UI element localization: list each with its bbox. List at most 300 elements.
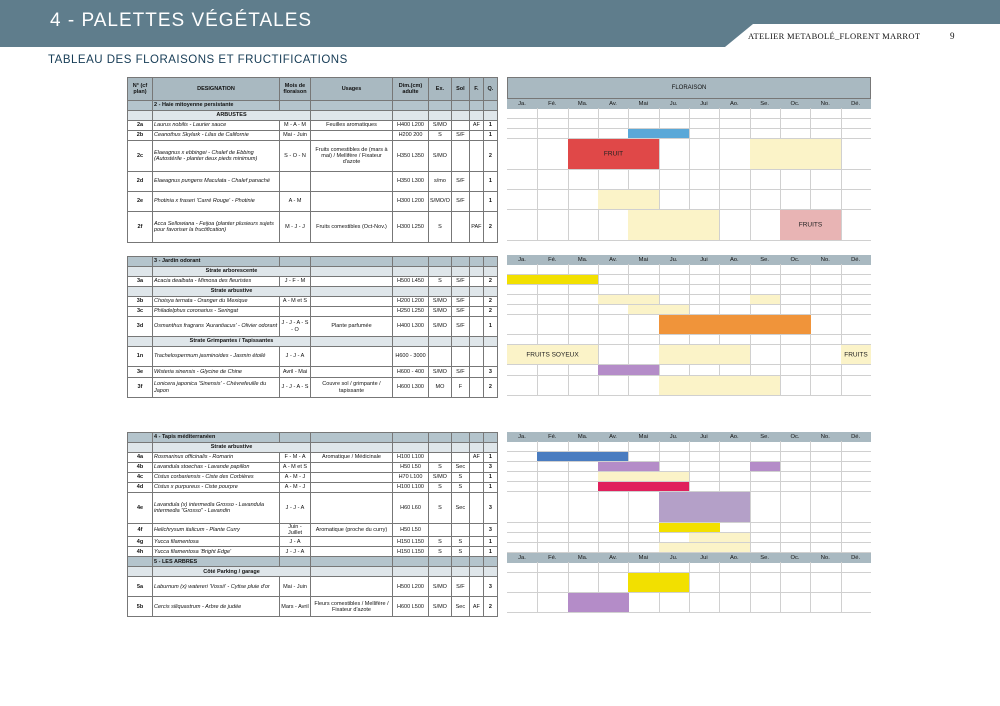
grid-line <box>841 572 842 592</box>
plant-f: AF <box>469 121 483 131</box>
flowering-bar <box>659 543 750 552</box>
grid-line <box>689 592 690 612</box>
subsection-empty-cell <box>483 267 497 277</box>
grid-line <box>659 274 660 284</box>
plant-designation: Rosmarinus officinalis - Romarin <box>153 453 280 463</box>
plant-q: 1 <box>483 192 497 212</box>
plant-f: AF <box>469 453 483 463</box>
subsection-empty-cell <box>429 111 452 121</box>
plant-designation: Ceanothus Skylark - Lilas de Californie <box>153 131 280 141</box>
plant-mois: A - M et S <box>280 297 311 307</box>
plant-num: 3c <box>128 307 153 317</box>
grid-line <box>537 209 538 240</box>
section-subtitle: TABLEAU DES FLORAISONS ET FRUCTIFICATIONS <box>48 54 348 66</box>
grid-line <box>810 344 811 364</box>
grid-line <box>537 284 538 294</box>
grid-line <box>689 334 690 344</box>
section-empty-cell <box>469 257 483 267</box>
grid-line <box>568 334 569 344</box>
grid-line <box>841 441 842 451</box>
plant-mois: Mai - Juin <box>280 577 311 597</box>
plant-sol <box>451 347 469 367</box>
grid-line <box>598 375 599 395</box>
grid-line <box>841 169 842 189</box>
plant-mois: J - A <box>280 537 311 547</box>
plant-f: AF <box>469 597 483 617</box>
grid-line <box>537 491 538 522</box>
grid-line <box>750 169 751 189</box>
plant-ex: s/mo <box>429 172 452 192</box>
grid-line <box>750 344 751 364</box>
grid-line <box>841 189 842 209</box>
plant-designation: Cistus x purpureus - Ciste pourpre <box>153 483 280 493</box>
month-label: Dé. <box>851 434 861 440</box>
grid-line <box>659 451 660 461</box>
plant-mois: A - M - J <box>280 483 311 493</box>
plant-mois: J - J - A - S <box>280 378 311 398</box>
grid-line <box>628 108 629 118</box>
plant-num: 3b <box>128 297 153 307</box>
subsection-empty-cell <box>311 443 393 453</box>
month-label: Dé. <box>851 101 861 107</box>
grid-line <box>537 334 538 344</box>
grid-line <box>568 491 569 522</box>
flowering-bar <box>750 295 780 304</box>
grid-line <box>750 334 751 344</box>
subsection-num-cell <box>128 267 153 277</box>
plant-usages: Aromatique / Médicinale <box>311 453 393 463</box>
grid-line <box>719 562 720 572</box>
flowering-bar <box>537 452 628 461</box>
grid-line <box>659 284 660 294</box>
plant-mois: Juin - Juillet <box>280 524 311 537</box>
plant-f <box>469 577 483 597</box>
subsection-num-cell <box>128 443 153 453</box>
plant-q: 3 <box>483 577 497 597</box>
grid-line <box>568 294 569 304</box>
grid-line <box>780 542 781 552</box>
plant-ex: S/MO <box>429 473 452 483</box>
grid-line <box>841 138 842 169</box>
section-empty-cell <box>451 101 469 111</box>
grid-line <box>841 334 842 344</box>
subsection-empty-cell <box>451 443 469 453</box>
header-mois: Mois de floraison <box>280 78 311 101</box>
plant-designation: Yucca filamentosa <box>153 537 280 547</box>
plant-ex <box>429 524 452 537</box>
plant-usages <box>311 577 393 597</box>
grid-line <box>750 209 751 240</box>
subsection-num-cell <box>128 567 153 577</box>
grid-line <box>841 562 842 572</box>
grid-line <box>537 592 538 612</box>
bar-label: FRUITS SOYEUX <box>526 351 579 358</box>
plant-q: 2 <box>483 212 497 243</box>
grid-line <box>659 364 660 375</box>
plant-dim: H600 - 3000 <box>393 347 429 367</box>
plant-dim: H200 200 <box>393 131 429 141</box>
grid-line <box>719 128 720 138</box>
plant-sol: S/F <box>451 577 469 597</box>
plant-num: 2b <box>128 131 153 141</box>
plant-f <box>469 378 483 398</box>
grid-line <box>689 441 690 451</box>
grid-line <box>689 481 690 491</box>
grid-line <box>810 572 811 592</box>
subsection-row <box>128 443 498 453</box>
subsection-empty-cell <box>393 267 429 277</box>
plant-designation: Elaeagnus pungens Maculata - Chalef panaché <box>153 172 280 192</box>
plant-f <box>469 317 483 337</box>
section-empty-cell <box>393 257 429 267</box>
grid-line <box>810 189 811 209</box>
plant-f <box>469 367 483 378</box>
plant-usages <box>311 307 393 317</box>
grid-line <box>568 522 569 532</box>
plant-sol <box>451 212 469 243</box>
grid-line <box>598 532 599 542</box>
grid-line <box>810 532 811 542</box>
grid-line <box>628 169 629 189</box>
plant-sol: S/F <box>451 297 469 307</box>
section-empty-cell <box>483 557 497 567</box>
flowering-bar <box>598 472 689 481</box>
grid-line <box>810 128 811 138</box>
plant-f <box>469 277 483 287</box>
month-label: Jui <box>700 257 708 263</box>
section-name: 3 - Jardin odorant <box>153 257 280 267</box>
grid-line <box>750 562 751 572</box>
plant-q: 1 <box>483 537 497 547</box>
plant-dim: H500 L200 <box>393 577 429 597</box>
grid-line <box>810 441 811 451</box>
month-label: Jui <box>700 434 708 440</box>
plant-dim: H150 L150 <box>393 547 429 557</box>
plant-num: 2e <box>128 192 153 212</box>
grid-line <box>750 284 751 294</box>
plant-num: 3d <box>128 317 153 337</box>
table-row <box>128 297 498 307</box>
grid-line <box>537 542 538 552</box>
grid-line <box>750 522 751 532</box>
month-label: Oc. <box>790 257 800 263</box>
section-row <box>128 433 498 443</box>
grid-line <box>628 522 629 532</box>
grid-line <box>507 612 871 613</box>
grid-line <box>810 461 811 471</box>
grid-line <box>810 264 811 274</box>
table-row <box>128 277 498 287</box>
grid-line <box>598 209 599 240</box>
month-label: Jui <box>700 555 708 561</box>
month-label: Ao. <box>729 434 739 440</box>
grid-line <box>568 562 569 572</box>
plant-dim: H70 L100 <box>393 473 429 483</box>
plant-mois: S - O - N <box>280 141 311 172</box>
plant-dim: H350 L300 <box>393 172 429 192</box>
grid-line <box>689 118 690 128</box>
flowering-bar <box>507 345 598 364</box>
plant-q: 2 <box>483 277 497 287</box>
grid-line <box>628 441 629 451</box>
month-label: Se. <box>760 555 769 561</box>
header-usages: Usages <box>311 78 393 101</box>
plant-q: 2 <box>483 378 497 398</box>
plant-f <box>469 172 483 192</box>
grid-line <box>750 481 751 491</box>
grid-line <box>537 481 538 491</box>
section-num-cell <box>128 257 153 267</box>
flowering-bar <box>750 462 780 471</box>
grid-line <box>780 284 781 294</box>
flowering-bar <box>659 523 720 532</box>
grid-line <box>659 138 660 169</box>
plant-dim: H50 L50 <box>393 463 429 473</box>
grid-line <box>659 189 660 209</box>
subsection-empty-cell <box>469 567 483 577</box>
plant-sol: S/F <box>451 317 469 337</box>
grid-line <box>810 118 811 128</box>
table-row <box>128 131 498 141</box>
grid-line <box>537 471 538 481</box>
month-label: Mai <box>638 434 648 440</box>
plant-designation: Photinia x fraseri 'Carré Rouge' - Photinie <box>153 192 280 212</box>
plant-num: 4f <box>128 524 153 537</box>
section-empty-cell <box>429 557 452 567</box>
grid-line <box>719 461 720 471</box>
plant-dim: H200 L200 <box>393 297 429 307</box>
grid-line <box>841 118 842 128</box>
grid-line <box>780 562 781 572</box>
flowering-bar <box>598 462 659 471</box>
grid-line <box>841 375 842 395</box>
plant-q <box>483 347 497 367</box>
month-label: Ao. <box>729 101 739 107</box>
grid-line <box>689 451 690 461</box>
section-num-cell <box>128 557 153 567</box>
plant-f <box>469 483 483 493</box>
subsection-empty-cell <box>469 337 483 347</box>
grid-line <box>750 471 751 481</box>
month-label: Oc. <box>790 434 800 440</box>
plant-mois: J - F - M <box>280 277 311 287</box>
section-empty-cell <box>469 557 483 567</box>
grid-line <box>750 572 751 592</box>
plant-sol: S/F <box>451 172 469 192</box>
plant-dim: H100 L100 <box>393 453 429 463</box>
grid-line <box>841 264 842 274</box>
header-q: Q. <box>483 78 497 101</box>
plant-usages: Plante parfumée <box>311 317 393 337</box>
grid-line <box>568 264 569 274</box>
grid-line <box>568 108 569 118</box>
subsection-empty-cell <box>311 111 393 121</box>
grid-line <box>810 274 811 284</box>
grid-line <box>537 441 538 451</box>
grid-line <box>719 441 720 451</box>
table-row <box>128 577 498 597</box>
plant-mois: J - J - A <box>280 547 311 557</box>
plant-sol <box>451 141 469 172</box>
grid-line <box>598 542 599 552</box>
plant-ex: S/MO <box>429 297 452 307</box>
month-label: Fé. <box>548 101 557 107</box>
flowering-bar <box>750 139 841 169</box>
spacer-cell <box>128 398 498 412</box>
plant-ex: S <box>429 483 452 493</box>
grid-line <box>810 491 811 522</box>
plant-q: 3 <box>483 367 497 378</box>
grid-line <box>628 375 629 395</box>
plant-q: 2 <box>483 297 497 307</box>
grid-line <box>841 532 842 542</box>
grid-line <box>810 592 811 612</box>
grid-line <box>719 138 720 169</box>
plant-designation: Cercis siliquastrum - Arbre de judée <box>153 597 280 617</box>
month-label: Oc. <box>790 101 800 107</box>
plant-ex: MO <box>429 378 452 398</box>
plant-mois: A - M - J <box>280 473 311 483</box>
month-label: Ju. <box>669 257 678 263</box>
section-empty-cell <box>483 433 497 443</box>
plant-sol: Sec <box>451 493 469 524</box>
grid-line <box>659 169 660 189</box>
grid-line <box>841 274 842 284</box>
grid-line <box>689 189 690 209</box>
plant-ex <box>429 453 452 463</box>
grid-line <box>780 532 781 542</box>
calendar-title: FLORAISON <box>507 77 871 99</box>
month-label: Se. <box>760 101 769 107</box>
grid-line <box>568 532 569 542</box>
grid-line <box>537 375 538 395</box>
plant-sol: S/F <box>451 192 469 212</box>
plant-designation: Philadelphus coronarius - Seringat <box>153 307 280 317</box>
grid-line <box>598 344 599 364</box>
month-label: Ja. <box>518 257 526 263</box>
grid-line <box>598 572 599 592</box>
plant-f <box>469 347 483 367</box>
subsection-empty-cell <box>311 567 393 577</box>
section-empty-cell <box>280 257 311 267</box>
section-empty-cell <box>469 101 483 111</box>
plant-designation: Yucca filamentosa 'Bright Edge' <box>153 547 280 557</box>
plant-dim: H600 L500 <box>393 597 429 617</box>
plant-sol <box>451 524 469 537</box>
grid-line <box>598 304 599 314</box>
grid-line <box>719 572 720 592</box>
grid-line <box>628 562 629 572</box>
grid-line <box>810 481 811 491</box>
subsection-empty-cell <box>469 111 483 121</box>
grid-line <box>598 128 599 138</box>
section-num-cell <box>128 101 153 111</box>
flowering-bar <box>568 593 629 612</box>
grid-line <box>628 264 629 274</box>
grid-line <box>719 334 720 344</box>
plant-ex: S <box>429 537 452 547</box>
grid-line <box>689 562 690 572</box>
plant-usages <box>311 547 393 557</box>
grid-line <box>598 522 599 532</box>
grid-line <box>780 451 781 461</box>
page-number: 9 <box>950 31 955 41</box>
grid-line <box>689 572 690 592</box>
grid-line <box>689 264 690 274</box>
grid-line <box>810 108 811 118</box>
plant-mois: Mars - Avril <box>280 597 311 617</box>
grid-line <box>628 314 629 334</box>
section-row <box>128 557 498 567</box>
plant-num: 4e <box>128 493 153 524</box>
subsection-num-cell <box>128 111 153 121</box>
month-label: Dé. <box>851 257 861 263</box>
plant-num: 4d <box>128 483 153 493</box>
grid-line <box>598 108 599 118</box>
plant-usages <box>311 131 393 141</box>
grid-line <box>568 441 569 451</box>
plant-usages <box>311 277 393 287</box>
grid-line <box>810 562 811 572</box>
subsection-empty-cell <box>311 337 393 347</box>
grid-line <box>841 294 842 304</box>
subsection-empty-cell <box>429 287 452 297</box>
grid-line <box>598 562 599 572</box>
plant-sol: S <box>451 537 469 547</box>
section-empty-cell <box>483 257 497 267</box>
grid-line <box>719 481 720 491</box>
plant-dim: H400 L300 <box>393 317 429 337</box>
month-label: Fé. <box>548 257 557 263</box>
subsection-empty-cell <box>451 337 469 347</box>
subsection-num-cell <box>128 337 153 347</box>
plant-f <box>469 547 483 557</box>
plant-mois: J - J - A <box>280 493 311 524</box>
grid-line <box>841 522 842 532</box>
plant-q: 1 <box>483 317 497 337</box>
table-row <box>128 347 498 367</box>
grid-line <box>568 461 569 471</box>
grid-line <box>719 108 720 118</box>
plant-designation: Acacia dealbata - Mimosa des fleuristes <box>153 277 280 287</box>
plant-usages: Feuilles aromatiques <box>311 121 393 131</box>
grid-line <box>689 304 690 314</box>
grid-line <box>810 375 811 395</box>
flowering-bar <box>598 190 659 209</box>
grid-line <box>780 481 781 491</box>
grid-line <box>537 189 538 209</box>
grid-line <box>841 491 842 522</box>
grid-line <box>598 491 599 522</box>
plant-f <box>469 524 483 537</box>
plant-designation: Wisteria sinensis - Glycine de Chine <box>153 367 280 378</box>
plant-ex: S/MO <box>429 597 452 617</box>
subsection-row <box>128 337 498 347</box>
grid-line <box>568 189 569 209</box>
subsection-empty-cell <box>451 267 469 277</box>
subsection-empty-cell <box>483 443 497 453</box>
grid-line <box>659 108 660 118</box>
grid-line <box>810 471 811 481</box>
table-row <box>128 493 498 524</box>
grid-line <box>568 284 569 294</box>
plant-dim: H150 L150 <box>393 537 429 547</box>
plant-dim: H600 L300 <box>393 378 429 398</box>
grid-line <box>659 294 660 304</box>
header-num: N° (cf plan) <box>128 78 153 101</box>
grid-line <box>689 169 690 189</box>
month-label: Ma. <box>577 555 588 561</box>
